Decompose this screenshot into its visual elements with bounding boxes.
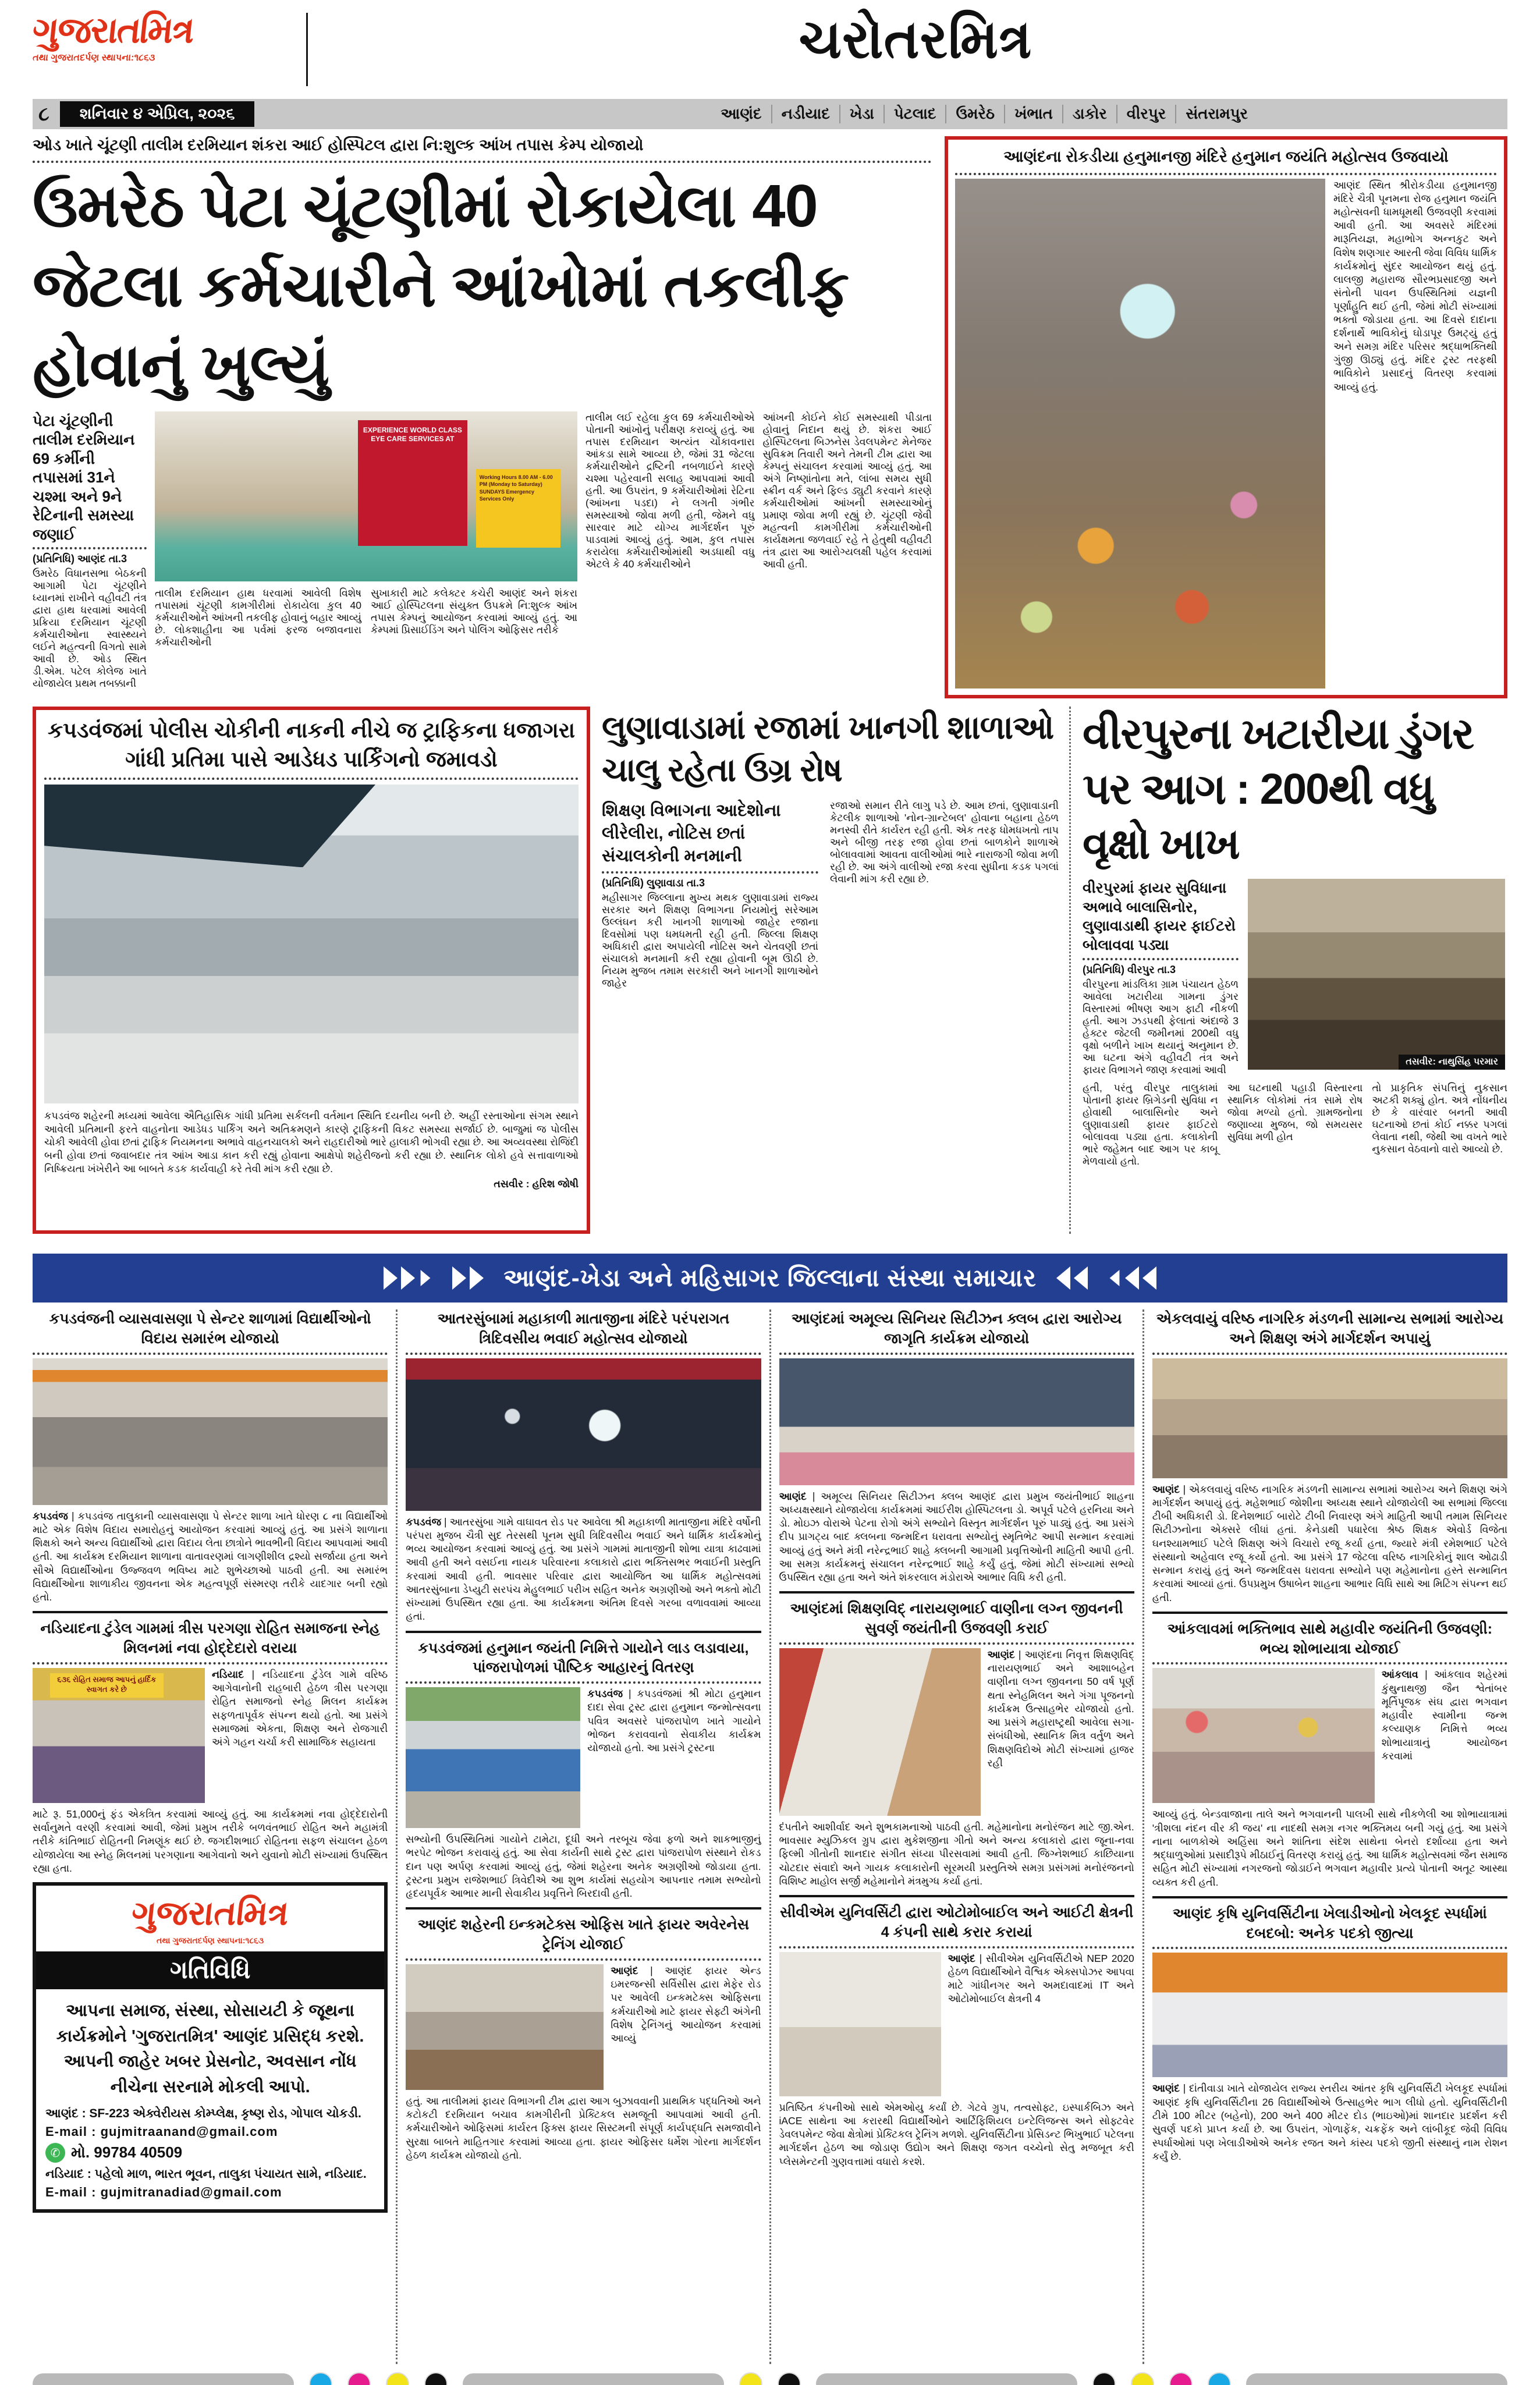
fire-body-c: તો પ્રાકૃતિક સંપત્તિનું નુકસાન અટકી શક્યું હોત. અત્રે નોંધનીય છે કે વારંવાર બનતી આવી ઘટનાઓ છતાં કોઈ નક્કર પગલાં લેવાતા નથી, જેથી આ વખતે ભારે નુકસાન વેઠવાનો વારો આવ્યો છે. (1372, 1082, 1507, 1155)
news-body (33, 1510, 388, 1605)
dotted-rule (955, 173, 1497, 175)
city-label: સંતરામપુર (1175, 105, 1257, 123)
city-label: ડાકોર (1062, 105, 1116, 123)
street-awning (44, 785, 375, 867)
news-body (1152, 2082, 1507, 2163)
city-tag: આણંદ (1152, 1483, 1180, 1495)
news-headline: સીવીએમ યુનિવર્સિટી દ્વારા ઓટોમોબાઈલ અને આઈટી ક્ષેત્રની 4 કંપની સાથે કરાર કરાયાં (779, 1904, 1134, 1940)
fire-intro: વીરપુરના માંડલિકા ગ્રામ પંચાયત હેઠળ આવેલા ખટારીયા ગામના ડુંગર વિસ્તારમાં ભીષણ આગ ફાટી નીકળી હતી. આગ ઝડપથી ફેલાતાં અંદાજે 3 હેક્ટર જેટલી જમીનમાં 200થી વધુ વૃક્ષો બળીને ખાખ થયાનું અનુમાન છે. આ ઘટના અંગે વહીવટી તંત્ર અને ફાયર વિભાગને જાણ કરવામાં આવી (1083, 978, 1239, 1076)
fire-story (1083, 707, 1507, 1234)
photo-text-row (1152, 1668, 1507, 1803)
dotted-rule (1083, 958, 1239, 960)
panjrapol-gate-photo (406, 1687, 580, 1828)
chevron-left-icon (1056, 1266, 1088, 1290)
news-text: કપડવંજ તાલુકાની વ્યાસવાસણા પે સેન્ટર શાળા ખાતે ધોરણ ૮ ના વિદ્યાર્થીઓ માટે એક વિશેષ વિદાય સમારોહનું આયોજન કરવામાં આવ્યું હતું. આ પ્રસંગે શાળાના શિક્ષકો અને અન્ય વિદ્યાર્થીઓ દ્વારા વિદાય લેતા છાત્રોને ભાવભીની વિદાય આપવામાં આવી હતી. આ કાર્યક્રમ દરમિયાન શાળાના વાતાવરણમાં લાગણીશીલ દ્રશ્યો સર્જાયા હતા અને સૌએ વિદ્યાર્થીઓના ઉજ્જવળ ભવિષ્ય માટે શુભેચ્છાઓ પાઠવી હતી. આ સમારંભ વિદ્યાર્થીઓના શાળાકીય જીવનના એક મહત્વપૂર્ણ સંસ્મરણ તરીકે યાદગાર બની રહ્યો હતો. (33, 1510, 388, 1603)
section-banner (33, 1254, 1507, 1302)
news-text: અમૂલ્ય સિનિયર સિટીઝન ક્લબ આણંદ દ્વારા પ્રમુખ જયંતીભાઈ શાહના અધ્યક્ષસ્થાને યોજાયેલા કાર્યક્રમમાં આઈરીશ હોસ્પિટલના ડો. અપૂર્વ પટેલે હરનિયા અને ડો. મોઇઝ વોરાએ પેટના રોગો અંગે સભ્યોને વિસ્તૃત માર્ગદર્શન પૂરું પાડ્યું હતું. આ પ્રસંગે દીપ પ્રાગટ્ય બાદ ક્લબના જન્મદિન ધરાવતા સભ્યોનું સ્મૃતિભેટ આપી સન્માન કરવામાં આવ્યું હતું અને મંત્રી નરેન્દ્રભાઈ શાહે ક્લબની આગામી પ્રવૃત્તિઓની માહિતી આપી હતી. આ સમગ્ર કાર્યક્રમનું સંચાલન નરેન્દ્રભાઈ શાહે કર્યું હતું, જેમાં મોટી સંખ્યામાં સભ્યો ઉપસ્થિત રહ્યા હતા અને અંતે શંકરલાલ મંડોરાએ આભાર વિધિ કરી હતી. (779, 1490, 1134, 1584)
welcome-banner: ૬૩૬ રોહિત સમાજ આપનું હાર્દિક સ્વાગત કરે છે (50, 1673, 164, 1698)
dotted-rule (779, 1353, 1134, 1355)
gray-registration-bar (1246, 2373, 1507, 2385)
news-body-side (212, 1668, 388, 1803)
fire-dateline: (પ્રતિનિધિ) વીરપુર તા.3 (1083, 964, 1176, 976)
lead-columns (33, 411, 932, 698)
print-registration-marks (33, 2372, 1507, 2385)
institution-news-grid (33, 1309, 1507, 2364)
traffic-photo-credit: તસવીર : હરિશ જોષી (494, 1177, 579, 1190)
news-headline: આણંદમાં શિક્ષણવિદ્ નારાયણભાઈ વાણીના લગ્ન જીવનની સુવર્ણ જયંતીની ઉજવણી કરાઈ (790, 1600, 1123, 1637)
news-fire-training (406, 1907, 761, 2162)
singer-couple-photo (779, 1648, 981, 1816)
city-tag: આણંદ (1152, 2082, 1180, 2095)
gujaratmitra-logo (30, 10, 283, 63)
chevron-right-icon (452, 1266, 484, 1290)
dotted-rule (1152, 1947, 1507, 1949)
news-headline: આણંદ શહેરની ઇન્કમટેક્સ ઓફિસ ખાતે ફાયર અવેરનેસ ટ્રેનિંગ યોજાઈ (417, 1916, 750, 1953)
city-tag: આંકલાવ (1381, 1669, 1418, 1681)
news-headline: આંકલાવમાં ભક્તિભાવ સાથે મહાવીર જયંતિની ઉજવણી: ભવ્ય શોભાયાત્રા યોજાઈ (1167, 1620, 1493, 1657)
city-tag: કપડવંજ (33, 1510, 68, 1522)
news-body (406, 1516, 761, 1624)
photo-text-row (406, 1964, 761, 2090)
fire-body-b: આ ઘટનાથી પહાડી વિસ્તારના સ્થાનિક લોકોમાં તંત્ર સામે રોષ જોવા મળ્યો હતો. ગ્રામજનોના જણાવ્યા મુજબ, જો સમયસર સુવિધા મળી હોત (1227, 1082, 1363, 1143)
ad-anand-email: E-mail : gujmitraanand@gmail.com (45, 2124, 278, 2139)
logo-tagline: તથા ગુજરાતદર્પણ સ્થાપના:૧૮૬૩ (32, 53, 156, 63)
school-dateline: (પ્રતિનિધિ) લુણાવાડા તા.3 (602, 877, 705, 889)
hanuman-content (955, 179, 1497, 691)
school-story (602, 707, 1071, 1234)
news-headline: કપડવંજમાં હનુમાન જયંતી નિમિત્તે ગાયોને લાડ લડાવાયા, પાંજરાપોળમાં પૌષ્ટિક આહારનું વિતરણ (418, 1639, 749, 1676)
dotted-rule (779, 1946, 1134, 1949)
ad-nadiad-email: E-mail : gujmitranadiad@gmail.com (45, 2185, 282, 2200)
traffic-headline-1: કપડવંજમાં પોલીસ ચોકીની નાકની નીચે જ ટ્રાફિકના ધજાગરા (47, 718, 576, 742)
news-headline: આણંદ કૃષિ યુનિવર્સિટીના ખેલાડીઓનો ખેલકૂદ સ્પર્ધામાં દબદબો: અનેક પદકો જીત્યા (1172, 1905, 1487, 1942)
black-dot-icon (424, 2372, 448, 2385)
news-body: સભ્યોની ઉપસ્થિતિમાં ગાયોને ટામેટા, દૂધી અને તરબૂચ જેવા ફળો અને શાકભાજીનું ભરપેટ ભોજન કરાવાયું હતું. આ સેવા કાર્યની સાથે ટ્રસ્ટ દ્વારા પાંજરાપોળ સંસ્થાને રોકડ દાન પણ અર્પણ કરવામાં આવ્યું હતું, જેમાં શહેરના અનેક અગ્રણીઓ જોડાયા હતા. ટ્રસ્ટના પ્રમુખ રાજેશભાઈ ત્રિવેદીએ આ શુભ કાર્યમાં સહયોગ આપનાર તમામ સભ્યોનો હૃદયપૂર્વક આભાર માની સેવાકીય પ્રવૃત્તિને બિરદાવી હતી. (406, 1833, 761, 1900)
news-text: આણંદ ફાયર એન્ડ ઇમરજન્સી સર્વિસીસ દ્વારા મેફેર રોડ પર આવેલી ઇન્કમટેક્સ ઓફિસના કર્મચારીઓ માટે ફાયર સેફ્ટી અંગેની વિશેષ ટ્રેનિંગનું આયોજન કરવામાં આવ્યું (611, 1964, 761, 2045)
city-tag: આણંદ (987, 1648, 1015, 1660)
dotted-rule (1152, 1662, 1507, 1664)
fire-subhead: વીરપુરમાં ફાયર સુવિધાના અભાવે બાલાસિનોર, લુણાવાડાથી ફાયર ફાઈટરો બોલાવવા પડ્યા (1083, 880, 1236, 953)
news-cvm-mou (779, 1895, 1134, 2168)
news-column-4 (1142, 1309, 1507, 2364)
news-column-1 (33, 1309, 396, 2364)
middle-band (33, 707, 1507, 1234)
city-label: નડીયાદ (771, 105, 839, 123)
news-text: એકલવાયું વરિષ્ઠ નાગરિક મંડળની સામાન્ય સભામાં આરોગ્ય અને શિક્ષણ અંગે માર્ગદર્શન અપાયું હતું. મહેશભાઈ જોશીના અધ્યક્ષ સ્થાને યોજાયેલી આ સભામાં જિલ્લા ટીબી અધિકારી ડો. દિનેશભાઈ બારોટે ટીબી નિવારણ અંગે માહિતી આપી તમામ સિનિયર સિટીઝનોના એક્સરે લીધાં હતાં. કેનેડાથી પધારેલા શ્રેષ્ઠ શિક્ષક એવોર્ડ વિજેતા ઘનશ્યામભાઈ પટેલે શિક્ષણ અંગે વિચારો રજૂ કર્યા હતા, જ્યારે મંત્રી રમેશભાઈ પટેલે સંસ્થાનો અહેવાલ રજૂ કર્યો હતો. આ પ્રસંગે 17 જેટલા વરિષ્ઠ નાગરિકોનું શાલ ઓઢાડી સન્માન કરાયું હતું અને જન્મદિવસ ધરાવતા સભ્યોને પણ મહેમાનોના હસ્તે સન્માનિત કરવામાં આવ્યાં હતાં. ઉપપ્રમુખ ઉષાબેન શાહના આભાર વિધિ સાથે આ મિટિંગ સંપન્ન થઈ હતી. (1152, 1483, 1507, 1603)
news-text: આંકલાવ શહેરમાં કુંથુનાથજી જૈન શ્વેતાંબર મૂર્તિપૂજક સંઘ દ્વારા ભગવાન મહાવીર સ્વામીના જન્મ કલ્યાણક નિમિત્તે ભવ્ય શોભાયાત્રાનું આયોજન કરવામાં (1381, 1669, 1507, 1762)
ad-nadiad-address: નડિયાદ : પહેલો માળ, ભારત ભૂવન, તાલુકા પંચાયત સામે, નડિયાદ. (45, 2167, 367, 2181)
lead-photo-block (155, 411, 577, 698)
news-column-3 (769, 1309, 1142, 2364)
city-separator: | (1418, 1669, 1434, 1681)
temple-offerings-photo (955, 179, 1325, 688)
school-subhead: શિક્ષણ વિભાગના આદેશોના લીરેલીરા, નોટિસ છતાં સંચાલકોની મનમાની (602, 801, 781, 865)
news-golden-jubilee (779, 1591, 1134, 1888)
logo-wordmark: ગુજરાતમિત્ર (30, 10, 196, 51)
news-text: આણંદના નિવૃત્ત શિક્ષણવિદ્ નારાયણભાઈ અને આશાબહેન વાણીના લગ્ન જીવનના 50 વર્ષ પૂર્ણ થતા સ્નેહમિલન અને ગંગા પૂજનનો કાર્યક્રમ ઉત્સાહભેર યોજાયો હતો. આ પ્રસંગે મહારાષ્ટ્રથી આવેલા સગા-સંબંધીઓ, સ્થાનિક મિત્ર વર્તુળ અને શિક્ષણવિદોએ મોટી સંખ્યામાં હાજર રહી (987, 1648, 1134, 1769)
ad-logo: ગુજરાતમિત્ર (129, 1894, 291, 1933)
lead-body-5: આંખની કોઈને કોઈ સમસ્યાથી પીડાતા હોવાનું નિદાન થયું છે. શંકરા આઈ હોસ્પિટલના બિઝનેસ ડેવલપમેન્ટ મેનેજર સુવિક્રમ તિવારી અને તેમની ટીમ દ્વારા આ કેમ્પનું સંચાલન કરવામાં આવ્યું હતું. આ અંગે નિષ્ણાંતોના મતે, લાંબા સમય સુધી સ્ક્રીન વર્ક અને ફિલ્ડ ડ્યુટી કરવાને કારણે કર્મચારીઓમાં આંખની સમસ્યાઓનું પ્રમાણ જોવા મળી રહ્યું છે. ચૂંટણી જેવી મહત્વની કામગીરીમાં કર્મચારીઓની કાર્યક્ષમતા જળવાઈ રહે તે હેતુથી વહીવટી તંત્ર દ્વારા આ આરોગ્યલક્ષી પહેલ કરવામાં આવી હતી. (762, 411, 932, 570)
ad-body-text: આપના સમાજ, સંસ્થા, સોસાયટી કે જૂથના કાર્યક્રમોને 'ગુજરાતમિત્ર' આણંદ પ્રસિદ્ધ કરશે. આપની જાહેર ખબર પ્રેસનોટ, અવસાન નોંધ નીચેના સરનામે મોકલી આપો. (56, 2001, 364, 2096)
fire-photo-credit: તસવીર: નાથુસિંહ પરમાર (1399, 1055, 1505, 1070)
lead-col-1 (33, 411, 147, 698)
edition-bar (33, 99, 1507, 129)
fire-body-a: હતી, પરંતુ વીરપુર તાલુકામાં પોતાની ફાયર બ્રિગેડની સુવિધા ન હોવાથી બાલાસિનોર અને લુણાવાડાથી ફાયર ફાઈટરો બોલાવવા પડ્યા હતા. કલાકોની ભારે જહેમત બાદ આગ પર કાબૂ મેળવાયો હતો. (1083, 1082, 1218, 1167)
city-separator: | (638, 1964, 665, 1976)
garlanded-leaders-photo (33, 1668, 205, 1803)
news-rohit-samaj (33, 1611, 388, 1875)
cyan-dot-icon (309, 2372, 332, 2385)
photo-text-row (779, 1648, 1134, 1816)
traffic-headline-2: ગાંધી પ્રતિમા પાસે આડેધડ પાર્કિંગનો જમાવડો (125, 747, 498, 771)
city-separator: | (806, 1490, 821, 1502)
city-label: ખંભાત (1004, 105, 1062, 123)
ad-mobile-row (36, 2141, 384, 2165)
city-tag: કપડવંજ (587, 1688, 623, 1700)
black-dot-icon (778, 2372, 801, 2385)
date-box: શનિવાર ૪ એપ્રિલ, ૨૦૨૬ (60, 101, 255, 127)
dotted-rule (406, 1353, 761, 1355)
whatsapp-icon: ✆ (45, 2143, 65, 2163)
masthead (30, 8, 1507, 94)
news-agri-sports (1152, 1896, 1507, 2163)
city-separator: | (441, 1516, 450, 1528)
ad-mobile-number: મો. 99784 40509 (71, 2143, 183, 2162)
lead-subhead: પેટા ચૂંટણીની તાલીમ દરમિયાન 69 કર્મીની તપાસમાં 31ને ચશ્મા અને 9ને રેટિનાની સમસ્યા જણાઈ (33, 411, 135, 543)
news-body (1152, 1483, 1507, 1605)
news-text: સીવીએમ યુનિવર્સિટીએ NEP 2020 હેઠળ વિદ્યાર્થીઓને વૈશ્વિક એક્સપોઝર આપવા માટે ગાંધીનગર અને અમદાવાદમાં IT અને ઓટોમોબાઈલ ક્ષેત્રની 4 (948, 1952, 1134, 2005)
news-body: હતું. આ તાલીમમાં ફાયર વિભાગની ટીમ દ્વારા આગ બુઝાવવાની પ્રાથમિક પદ્ધતિઓ અને કટોકટી દરમિયાન બચાવ કામગીરીની પ્રેક્ટિકલ સમજૂતી આપવામાં આવી હતી. કર્મચારીઓને ઓફિસમાં કાર્યરત ફિક્સ ફાયર સિસ્ટમની સંપૂર્ણ કાર્યપદ્ધતિ સમજાવીને સુરક્ષા બાબતે માહિતગાર કરવામાં આવ્યા હતા. ફાયર ઓફિસર ધર્મેશ ગોરના માર્ગદર્શન હેઠળ કાર્યક્રમ યોજાયો હતો. (406, 2095, 761, 2162)
news-headline: આતરસુંબામાં મહાકાળી માતાજીના મંદિરે પરંપરાગત ત્રિદિવસીય ભવાઈ મહોત્સવ યોજાયો (437, 1311, 730, 1347)
sports-team-photo (1152, 1953, 1507, 2077)
city-separator: | (1180, 2082, 1189, 2095)
procession-photo (1152, 1668, 1375, 1803)
paper-title: ચરોતરમિત્ર (799, 10, 1032, 69)
news-body-side (988, 1648, 1134, 1816)
magenta-dot-icon (347, 2372, 371, 2385)
yellow-dot-icon (1131, 2372, 1154, 2385)
street-traffic-photo (44, 785, 579, 1103)
lead-dateline: (પ્રતિનિધિ) આણંદ તા.3 (33, 553, 127, 565)
school-body-a: મહીસાગર જિલ્લાના મુખ્ય મથક લુણાવાડામાં રાજ્ય સરકાર અને શિક્ષણ વિભાગના નિયમોનું સરેઆમ ઉલ્લંઘન કરી ખાનગી શાળાઓ જાહેર રજાના દિવસોમાં પણ ધમધમતી રહી હતી. જિલ્લા શિક્ષણ અધિકારી દ્વારા અપાયેલી નોટિસ અને ચેતવણી છતાં સંચાલકો મનમાની કરી રહ્યા હોવાની બૂમ ઊઠી છે. નિયમ મુજબ તમામ સરકારી અને ખાનગી શાળાઓને જાહેર (602, 892, 818, 989)
news-body: પ્રતિષ્ઠિત કંપનીઓ સાથે એમઓયુ કર્યાં છે. ગેટવે ગ્રુપ, તત્વસોફ્ટ, ઇસ્પાર્કબિઝ અને iACE સાથેના આ કરારથી વિદ્યાર્થીઓને આર્ટિફિશિયલ ઇન્ટેલિજન્સ અને સોફ્ટવેર ડેવલપમેન્ટ જેવા ક્ષેત્રોમાં પ્રેક્ટિકલ ટ્રેનિંગ મળશે. યુનિવર્સિટીના પ્રેસિડન્ટ ભિખુભાઈ પટેલના માર્ગદર્શન હેઠળ આ જોડાણ ઉદ્યોગ અને શિક્ષણ જગત વચ્ચેનો સેતુ મજબૂત કરી પ્લેસમેન્ટની ગુણવત્તામાં વધારો કરશે. (779, 2101, 1134, 2167)
hospital-hours-card: Working Hours 8.00 AM - 6.00 PM (Monday to Saturday) SUNDAYS Emergency Services Only (476, 469, 560, 547)
gray-registration-bar (463, 2373, 724, 2385)
news-body: આવ્યું હતું. બેન્ડવાજાના તાલે અને ભગવાનની પાલખી સાથે નીકળેલી આ શોભાયાત્રામાં 'ત્રીશલા નંદન વીર કી જય' ના નાદથી સમગ્ર નગર ભક્તિમય બની ગયું હતું. આ પ્રસંગે નાના બાળકોએ અહિંસા અને શાંતિના સંદેશ સાથેના બેનરો દર્શાવ્યા હતા અને શ્રદ્ધાળુઓમાં પ્રસાદીરૂપે મીઠાઈનું વિતરણ કરાયું હતું. આ ધાર્મિક મહોત્સવમાં જૈન સમાજ સહિત મોટી સંખ્યામાં નગરજનો જોડાઈને ભગવાન મહાવીર પ્રત્યે પોતાની અતૂટ આસ્થા વ્યક્ત કરી હતી. (1152, 1808, 1507, 1888)
city-label: ખેડા (839, 105, 883, 123)
news-headline: આણંદમાં અમૂલ્ય સિનિયર સિટીઝન ક્લબ દ્વારા આરોગ્ય જાગૃતિ કાર્યક્રમ યોજાયો (791, 1311, 1122, 1347)
magenta-dot-icon (1169, 2372, 1193, 2385)
hanuman-body: આણંદ સ્થિત શ્રીરોકડીયા હનુમાનજી મંદિરે ચૈત્રી પૂનમના રોજ હનુમાન જયંતિ મહોત્સવની ધામધૂમથી ઉજવણી કરવામાં આવી હતી. આ અવસરે મંદિરમાં મારૂતિયજ્ઞ, મહાભોગ અન્નકુટ અને વિશેષ શણગાર આરતી જેવા વિવિધ ધાર્મિક કાર્યક્રમોનું સુંદર આયોજન થયું હતું. લાલજી મહારાજ સૌરભપ્રસાદજી અને સંતોની પાવન ઉપસ્થિતિમાં યજ્ઞની પૂર્ણાહુતિ થઈ હતી, જેમાં મોટી સંખ્યામાં ભક્તો જોડાયા હતા. આ દિવસે દાદાના દર્શનાર્થે ભાવિકોનું ઘોડાપૂર ઉમટ્યું હતું અને સમગ્ર મંદિર પરિસર શ્રદ્ધાભક્તિથી ગુંજી ઊઠ્યું હતું. મંદિર ટ્રસ્ટ તરફથી ભાવિકોને પ્રસાદનું વિતરણ કરવામાં આવ્યું હતું. (1333, 179, 1497, 393)
bhavai-night-photo (406, 1358, 761, 1511)
lead-body-1: ઉમરેઠ વિધાનસભા બેઠકની આગામી પેટા ચૂંટણીને ધ્યાનમાં રાખીને વહીવટી તંત્ર દ્વારા હાથ ધરવામાં આવેલી પ્રક્રિયા દરમિયાન ચૂંટણી કર્મચારીઓના સ્વાસ્થ્યને લઈને મહત્વની વિગતો સામે આવી છે. ઓડ સ્થિત ડી.એમ. પટેલ કોલેજ ખાતે યોજાયેલ પ્રથમ તબક્કાની (33, 567, 147, 690)
mou-signing-photo (779, 1952, 941, 2096)
caption-col-b: સુખાકારી માટે કલેક્ટર કચેરી આણંદ અને શંકરા આઈ હોસ્પિટલના સંયુક્ત ઉપક્રમે નિ:શુલ્ક આંખ તપાસ કેમ્પનું આયોજન કરવામાં આવ્યું હતું. આ કેમ્પમાં પ્રિસાઈડિંગ અને પોલિંગ ઓફિસર તરીકે (371, 587, 577, 636)
cyan-dot-icon (1208, 2372, 1231, 2385)
caption-col-a: તાલીમ દરમિયાન હાથ ધરવામાં આવેલી વિશેષ તપાસમાં ચૂંટણી કામગીરીમાં રોકાયેલા કુલ 40 કર્મચારીઓને આંખની તકલીફ હોવાનું બહાર આવ્યું છે. લોકશાહીના આ પર્વમાં ફરજ બજાવનારા કર્મચારીઓની (155, 587, 361, 648)
city-tag: આણંદ (611, 1964, 638, 1976)
gujaratmitra-ad-box (33, 1882, 388, 2213)
edition-cities (711, 101, 1257, 127)
city-separator: | (244, 1668, 262, 1680)
news-senior-club (779, 1309, 1134, 1584)
gray-registration-bar (33, 2373, 294, 2385)
school-col-a (602, 800, 818, 989)
news-bhavai (406, 1309, 761, 1624)
news-body-side (587, 1687, 761, 1828)
lead-photo-caption (155, 587, 577, 648)
news-farewell (33, 1309, 388, 1604)
fire-headline: વીરપુરના ખટારીયા ડુંગર પર આગ : 200થી વધુ વૃક્ષો ખાખ (1083, 709, 1474, 868)
lead-story (33, 136, 932, 698)
city-separator: | (68, 1510, 78, 1522)
city-label: ઉમરેઠ (945, 105, 1004, 123)
senior-club-photo (779, 1358, 1134, 1485)
dotted-rule (33, 547, 147, 549)
dotted-rule (33, 1353, 388, 1355)
students-group-photo (33, 1358, 388, 1505)
masthead-divider (306, 13, 308, 86)
lead-band (33, 136, 1507, 698)
news-body: માટે રૂ. 51,000નું ફંડ એકત્રિત કરવામાં આવ્યું હતું. આ કાર્યક્રમમાં નવા હોદ્દેદારોની સર્વાનુમતે વરણી કરવામાં આવી, જેમાં પ્રમુખ તરીકે બળવંતભાઈ રોહિત અને મહામંત્રી તરીકે કાંતિભાઈ રોહિતની નિમણૂંક થઈ છે. જગદીશભાઈ રોહિતના સફળ સંચાલન હેઠળ યોજાયેલા આ સ્નેહ મિલનમાં પરગણાના આગેવાનો અને યુવાનો મોટી સંખ્યામાં ઉપસ્થિત રહ્યા હતા. (33, 1808, 388, 1874)
dotted-rule (779, 1642, 1134, 1645)
news-body-side (1382, 1668, 1507, 1803)
traffic-story-box (33, 707, 590, 1234)
city-separator: | (1014, 1648, 1025, 1660)
traffic-body: કપડવંજ શહેરની મધ્યમાં આવેલા ઐતિહાસિક ગાંધી પ્રતિમા સર્કલની વર્તમાન સ્થિતિ દયનીય બની છે. અહીં રસ્તાઓના સંગમ સ્થાને આવેલી પ્રતિમાની ફરતે વાહનોના આડેધડ પાર્કિંગ અને અતિક્રમણને કારણે ટ્રાફિકની વિકટ સમસ્યા સર્જાઈ છે. બાજુમાં જ પોલીસ ચોકી આવેલી હોવા છતાં ટ્રાફિક નિયમનના અભાવે વાહનચાલકો અને રાહદારીઓ ભારે હાલાકી ભોગવી રહ્યા છે. આ અવ્યવસ્થા રોજિંદી બની હોવા છતાં જવાબદાર તંત્ર આંખ આડા કાન કરી રહ્યું હોવાના આક્ષેપો શહેરીજનો કરી રહ્યા છે. સ્થાનિક લોકો હવે સત્તાવાળાઓ નિષ્ક્રિયતા ખંખેરીને આ બાબતે કડક કાર્યવાહી કરે તેવી માંગ કરી રહ્યા છે. (44, 1109, 579, 1174)
news-column-2 (396, 1309, 769, 2364)
hanuman-story-box (945, 136, 1507, 698)
section-banner-title: આણંદ-ખેડા અને મહિસાગર જિલ્લાના સંસ્થા સમાચાર (503, 1264, 1037, 1291)
photo-text-row (406, 1687, 761, 1828)
news-mahavir-jayanti (1152, 1612, 1507, 1889)
city-label: વીરપુર (1116, 105, 1175, 123)
fire-col-a (1083, 879, 1239, 1076)
fire-training-photo (406, 1964, 604, 2090)
chevron-right-icon (384, 1266, 432, 1290)
senior-citizens-photo (1152, 1358, 1507, 1478)
city-tag: નડિયાદ (212, 1668, 244, 1680)
hospital-banner: EXPERIENCE WORLD CLASS EYE CARE SERVICES AT (358, 420, 468, 546)
photo-text-row (33, 1668, 388, 1803)
school-columns (602, 800, 1059, 989)
eye-checkup-photo (155, 411, 577, 581)
ad-anand-address: આણંદ : SF-223 એક્વેરીયસ કોમ્પ્લેક્ષ, કૃષ્ણ રોડ, ગોપાલ ચોકડી. (45, 2107, 361, 2121)
city-separator: | (1180, 1483, 1189, 1495)
black-dot-icon (1092, 2372, 1116, 2385)
lead-kicker: ઓડ ખાતે ચૂંટણી તાલીમ દરમિયાન શંકરા આઈ હોસ્પિટલ દ્વારા નિ:શુલ્ક આંખ તપાસ કેમ્પ યોજાયો (33, 136, 644, 154)
school-body-b: રજાઓ સમાન રીતે લાગુ પડે છે. આમ છતાં, લુણાવાડાની કેટલીક શાળાઓ 'નોન-ગ્રાન્ટેબલ' હોવાના બહાના હેઠળ મનસ્વી રીતે કાર્યરત રહી હતી. એક તરફ ધોમધખતો તાપ અને બીજી તરફ રજા હોવા છતાં બાળકોને શાળાએ બોલાવવામાં આવતા વાલીઓમાં ભારે નારાજગી જોવા મળી રહી છે. આ અંગે વાલીઓ રજા કરવા સુધીના કડક પગલાં લેવાની માંગ કરી રહ્યા છે. (830, 799, 1059, 885)
yellow-dot-icon (739, 2372, 762, 2385)
ad-logo-tagline: તથા ગુજરાતદર્પણ સ્થાપના:૧૮૬૩ (157, 1936, 264, 1946)
news-text: નડિયાદના ટુંડેલ ગામે વરિષ્ઠ આગેવાનોની રાહબારી હેઠળ ત્રીસ પરગણા રોહિત સમાજનો સ્નેહ મિલન કાર્યક્રમ સફળતાપૂર્વક સંપન્ન થયો હતો. આ પ્રસંગે સમાજમાં એકતા, શિક્ષણ અને રોજગારી અંગે ગહન ચર્ચા કરી સામાજિક સહાયતા (212, 1668, 388, 1748)
burnt-forest-photo (1248, 879, 1505, 1070)
dotted-rule (602, 871, 818, 874)
fire-content (1083, 879, 1507, 1076)
city-separator: | (623, 1688, 637, 1700)
dotted-rule (406, 1681, 761, 1684)
news-body-side (948, 1952, 1134, 2096)
news-text: કપડવંજમાં શ્રી મોટા હનુમાન દાદા સેવા ટ્રસ્ટ દ્વારા હનુમાન જન્મોત્સવના પવિત્ર અવસરે પાંજરાપોળ ખાતે ગાયોને ભોજન કરાવવાનો સેવાકીય કાર્યક્રમ યોજાયો હતો. આ પ્રસંગે ટ્રસ્ટના (587, 1688, 761, 1754)
school-headline: લુણાવાડામાં રજામાં ખાનગી શાળાઓ ચાલુ રહેતા ઉગ્ર રોષ (602, 709, 1054, 788)
gray-registration-bar (816, 2373, 1077, 2385)
news-headline: એકલવાયું વરિષ્ઠ નાગરિક મંડળની સામાન્ય સભામાં આરોગ્ય અને શિક્ષણ અંગે માર્ગદર્શન અપાયું (1156, 1311, 1504, 1347)
chevron-left-icon (1108, 1266, 1156, 1290)
lead-headline: ઉમરેઠ પેટા ચૂંટણીમાં રોકાયેલા 40 જેટલા કર્મચારીને આંખોમાં તકલીફ હોવાનું ખુલ્યું (33, 172, 849, 399)
fire-bottom-columns (1083, 1082, 1507, 1167)
ad-section-title: ગતિવિધિ (36, 1951, 384, 1989)
lead-body-4: તાલીમ લઈ રહેલા કુલ 69 કર્મચારીઓએ પોતાની આંખોનું પરીક્ષણ કરાવ્યું હતું. આ તપાસ દરમિયાન અત્યંત ચોંકાવનારા આંકડા સામે આવ્યા છે, જેમાં 31 જેટલા કર્મચારીઓને દ્રષ્ટિની નબળાઈને કારણે ચશ્મા પહેરવાની સલાહ આપવામાં આવી હતી. આ ઉપરાંત, 9 કર્મચારીઓમાં રેટિના (આંખના પડદા) ને લગતી ગંભીર સમસ્યાઓ જોવા મળી હતી, જેમને વધુ સારવાર માટે યોગ્ય માર્ગદર્શન પૂરું પાડવામાં આવ્યું હતું. આમ, કુલ તપાસ કરાયેલા કર્મચારીઓમાંથી અડધાથી વધુ એટલે કે 40 કર્મચારીઓને (586, 411, 755, 570)
photo-text-row (779, 1952, 1134, 2096)
news-body (779, 1490, 1134, 1585)
news-text: દાંતીવાડા ખાતે યોજાયેલ રાજ્ય સ્તરીય આંતર કૃષિ યુનિવર્સિટી ખેલકૂદ સ્પર્ધામાં આણંદ કૃષિ યુનિવર્સિટીના 26 વિદ્યાર્થીઓએ ઉત્સાહભેર ભાગ લીધો હતો. યુનિવર્સિટીની ટીમે 100 મીટર (બહેનો), 200 અને 400 મીટર દોડ (ભાઇઓ)માં શાનદાર પ્રદર્શન કરી સુવર્ણ પદકો પ્રાપ્ત કર્યા છે. આ ઉપરાંત, ગોળાફેંક, ચક્રફેંક અને લાંબીકૂદ જેવી વિવિધ સ્પર્ધાઓમાં પણ ખેલાડીઓએ અનેક રજત અને કાંસ્ય પદકો જીતી સંસ્થાનું નામ રોશન કર્યું છે. (1152, 2082, 1507, 2162)
city-tag: આણંદ (948, 1952, 975, 1964)
dotted-rule (406, 1958, 761, 1961)
news-headline: નડિયાદના ટુંડેલ ગામમાં ત્રીસ પરગણા રોહિત સમાજના સ્નેહ મિલનમાં નવા હોદ્દેદારો વરાયા (40, 1620, 380, 1657)
dotted-rule (33, 161, 932, 163)
news-body: દંપતીને આશીર્વાદ અને શુભકામનાઓ પાઠવી હતી. મહેમાનોના મનોરંજન માટે જી.એન. ભાવસાર મ્યુઝિકલ ગ્રુપ દ્વારા મુકેશજીના ગીતો અને અન્ય કલાકારો દ્વારા જૂના-નવા ફિલ્મી ગીતોની શાનદાર સંગીત સંધ્યા પીરસવામાં આવી હતી. જિગ્નેશભાઈ કાછિયાના ચોટદાર સંવાદો અને ગાયક કલાકારોની સૂરમયી પ્રસ્તુતિએ સમગ્ર પ્રસંગમાં મનોરંજનનો વિશિષ્ટ માહોલ સર્જી મહેમાનોને મંત્રમુગ્ધ કર્યા હતાં. (779, 1820, 1134, 1887)
news-text: આતરસુંબા ગામે વાઘાવત રોડ પર આવેલા શ્રી મહાકાળી માતાજીના મંદિરે વર્ષોની પરંપરા મુજબ ચૈત્રી સુદ તેરસથી પૂનમ સુધી ત્રિદિવસીય ભવાઈ અને ધાર્મિક કાર્યક્રમોનું ભવ્ય આયોજન કરવામાં આવ્યું હતું. આ પ્રસંગે ગામમાં માતાજીની શોભા યાત્રા કાઢવામાં આવી હતી અને વસઈના નાયક પરિવારના કલાકારો દ્વારા ભક્તિસભર ભવાઈની પ્રસ્તુતિ કરવામાં આવી હતી. ભાવસાર પરિવાર દ્વારા આયોજિત આ ધાર્મિક મહોત્સવમાં આતરસુંબાના ડેપ્યુટી સરપંચ મેહુલભાઈ પરીખ સહિત અનેક અગ્રણીઓ અને ભક્તો મોટી સંખ્યામાં ઉપસ્થિત રહ્યા હતા. આ કાર્યક્રમના અંતિમ દિવસે ગરબા વળાવવામાં આવ્યા હતાં. (406, 1516, 761, 1623)
news-headline: કપડવંજની વ્યાસવાસણા પે સેન્ટર શાળામાં વિદ્યાર્થીઓનો વિદાય સમારંભ યોજાયો (49, 1311, 371, 1347)
news-body-side (611, 1964, 761, 2090)
page-number: ૮ (38, 102, 49, 125)
hanuman-headline: આણંદના રોકડીયા હનુમાનજી મંદિરે હનુમાન જયંતિ મહોત્સવ ઉજવાયો (1003, 148, 1449, 165)
dotted-rule (1152, 1353, 1507, 1355)
dotted-rule (33, 1662, 388, 1664)
city-tag: આણંદ (779, 1490, 807, 1502)
news-eklavayu-mandal (1152, 1309, 1507, 1605)
city-tag: કપડવંજ (406, 1516, 442, 1528)
city-separator: | (975, 1952, 986, 1964)
city-label: પેટલાદ (883, 105, 946, 123)
dotted-rule (44, 778, 579, 780)
yellow-dot-icon (386, 2372, 409, 2385)
news-cow-feeding (406, 1631, 761, 1901)
city-label: આણંદ (721, 105, 762, 122)
